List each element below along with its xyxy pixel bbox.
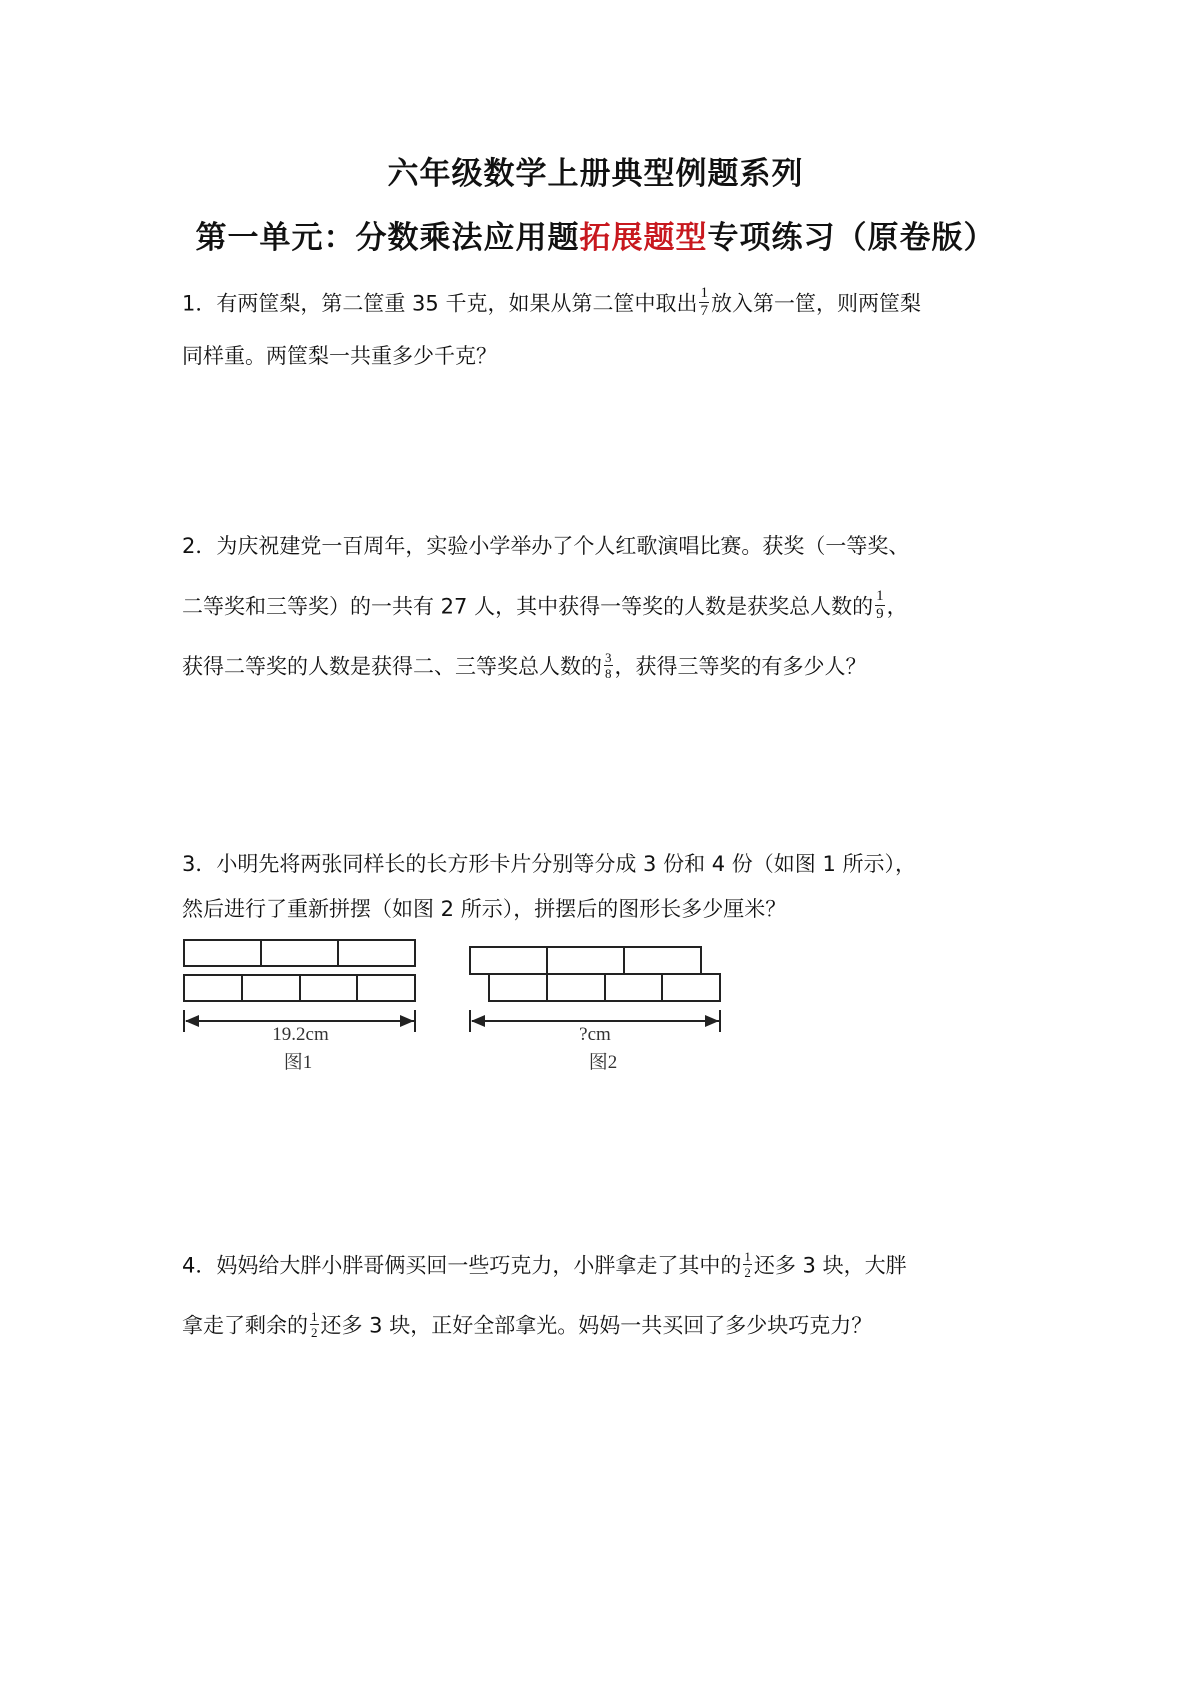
fraction-denominator: 8 — [605, 666, 612, 681]
question-text: ， — [886, 594, 908, 619]
card-segment — [339, 941, 414, 965]
question-text: 妈妈给大胖小胖哥俩买回一些巧克力，小胖拿走了其中的 — [216, 1253, 742, 1278]
question-2-line-1 — [182, 534, 909, 558]
fraction-numerator: 3 — [605, 650, 612, 665]
dimension-tick-right — [414, 1010, 416, 1032]
question-text: 为庆祝建党一百周年，实验小学举办了个人红歌演唱比赛。获奖（一等奖、 — [216, 534, 910, 558]
dimension-label: ?cm — [579, 1024, 611, 1045]
question-text: 小明先将两张同样长的长方形卡片分别等分成 3 份和 4 份（如图 1 所示）， — [216, 852, 917, 876]
card-segment — [490, 975, 548, 1000]
question-number: 3． — [182, 852, 217, 876]
figure-1-top-card — [183, 939, 416, 967]
fraction-numerator: 1 — [876, 588, 884, 604]
question-text: 拿走了剩余的 — [182, 1313, 308, 1338]
card-segment — [185, 976, 243, 1000]
subtitle-highlight: 拓展题型 — [579, 220, 708, 256]
fraction — [743, 1250, 752, 1279]
fraction-numerator: 1 — [311, 1309, 318, 1324]
dimension-line — [186, 1020, 414, 1022]
arrow-left-icon — [471, 1015, 485, 1027]
question-text: 还多 3 块，大胖 — [753, 1253, 907, 1278]
card-segment — [606, 975, 664, 1000]
arrow-left-icon — [185, 1015, 199, 1027]
figure-1-bottom-card — [183, 974, 416, 1002]
question-text: ，获得三等奖的有多少人？ — [614, 654, 867, 679]
figure-caption: 图1 — [283, 1052, 313, 1073]
worksheet-subtitle — [0, 216, 1191, 260]
question-text: 还多 3 块，正好全部拿光。妈妈一共买回了多少块巧克力？ — [320, 1313, 873, 1338]
question-number: 4． — [182, 1253, 217, 1278]
question-text: 二等奖和三等奖）的一共有 27 人，其中获得一等奖的人数是获奖总人数的 — [182, 594, 874, 619]
fraction-denominator: 7 — [700, 303, 708, 319]
dimension-label: 19.2cm — [272, 1024, 329, 1045]
card-segment — [471, 948, 548, 973]
dimension-tick-right — [719, 1010, 721, 1032]
question-text: 放入第一筐，则两筐梨 — [710, 291, 921, 316]
card-segment — [548, 975, 606, 1000]
question-3-line-1 — [182, 852, 916, 876]
figure-caption: 图2 — [588, 1052, 618, 1073]
question-4-line-1 — [182, 1249, 907, 1281]
question-1-line-2: 同样重。两筐梨一共重多少千克？ — [182, 344, 497, 368]
question-1-line-1 — [182, 285, 921, 321]
fraction — [310, 1310, 319, 1339]
arrow-right-icon — [705, 1015, 719, 1027]
question-3-line-2: 然后进行了重新拼摆（如图 2 所示），拼摆后的图形长多少厘米？ — [182, 897, 787, 921]
question-text: 有两筐梨，第二筐重 35 千克，如果从第二筐中取出 — [216, 291, 698, 316]
fraction-denominator: 9 — [876, 606, 884, 622]
question-number: 1． — [182, 291, 217, 316]
fraction — [875, 589, 885, 622]
question-4-line-2 — [182, 1309, 873, 1341]
question-text: 获得二等奖的人数是获得二、三等奖总人数的 — [182, 654, 602, 679]
worksheet-title: 六年级数学上册典型例题系列 — [387, 156, 804, 192]
card-segment — [663, 975, 719, 1000]
fraction-numerator: 1 — [744, 1249, 751, 1264]
question-2-line-2 — [182, 588, 908, 624]
card-segment — [548, 948, 625, 973]
card-segment — [185, 941, 262, 965]
fraction — [604, 651, 613, 680]
figure-2-bottom-card — [488, 973, 721, 1002]
figure-2-top-card — [469, 946, 702, 975]
subtitle-suffix: 专项练习（原卷版） — [707, 220, 996, 256]
fraction-denominator: 2 — [744, 1265, 751, 1280]
card-segment — [301, 976, 359, 1000]
dimension-line — [472, 1020, 719, 1022]
fraction-numerator: 1 — [700, 285, 708, 301]
card-segment — [358, 976, 414, 1000]
fraction-denominator: 2 — [311, 1325, 318, 1340]
card-segment — [243, 976, 301, 1000]
question-2-line-3 — [182, 650, 867, 682]
card-segment — [262, 941, 339, 965]
arrow-right-icon — [400, 1015, 414, 1027]
card-segment — [625, 948, 700, 973]
question-number: 2． — [182, 534, 217, 558]
subtitle-prefix: 第一单元：分数乘法应用题 — [195, 220, 580, 256]
fraction — [699, 286, 709, 319]
